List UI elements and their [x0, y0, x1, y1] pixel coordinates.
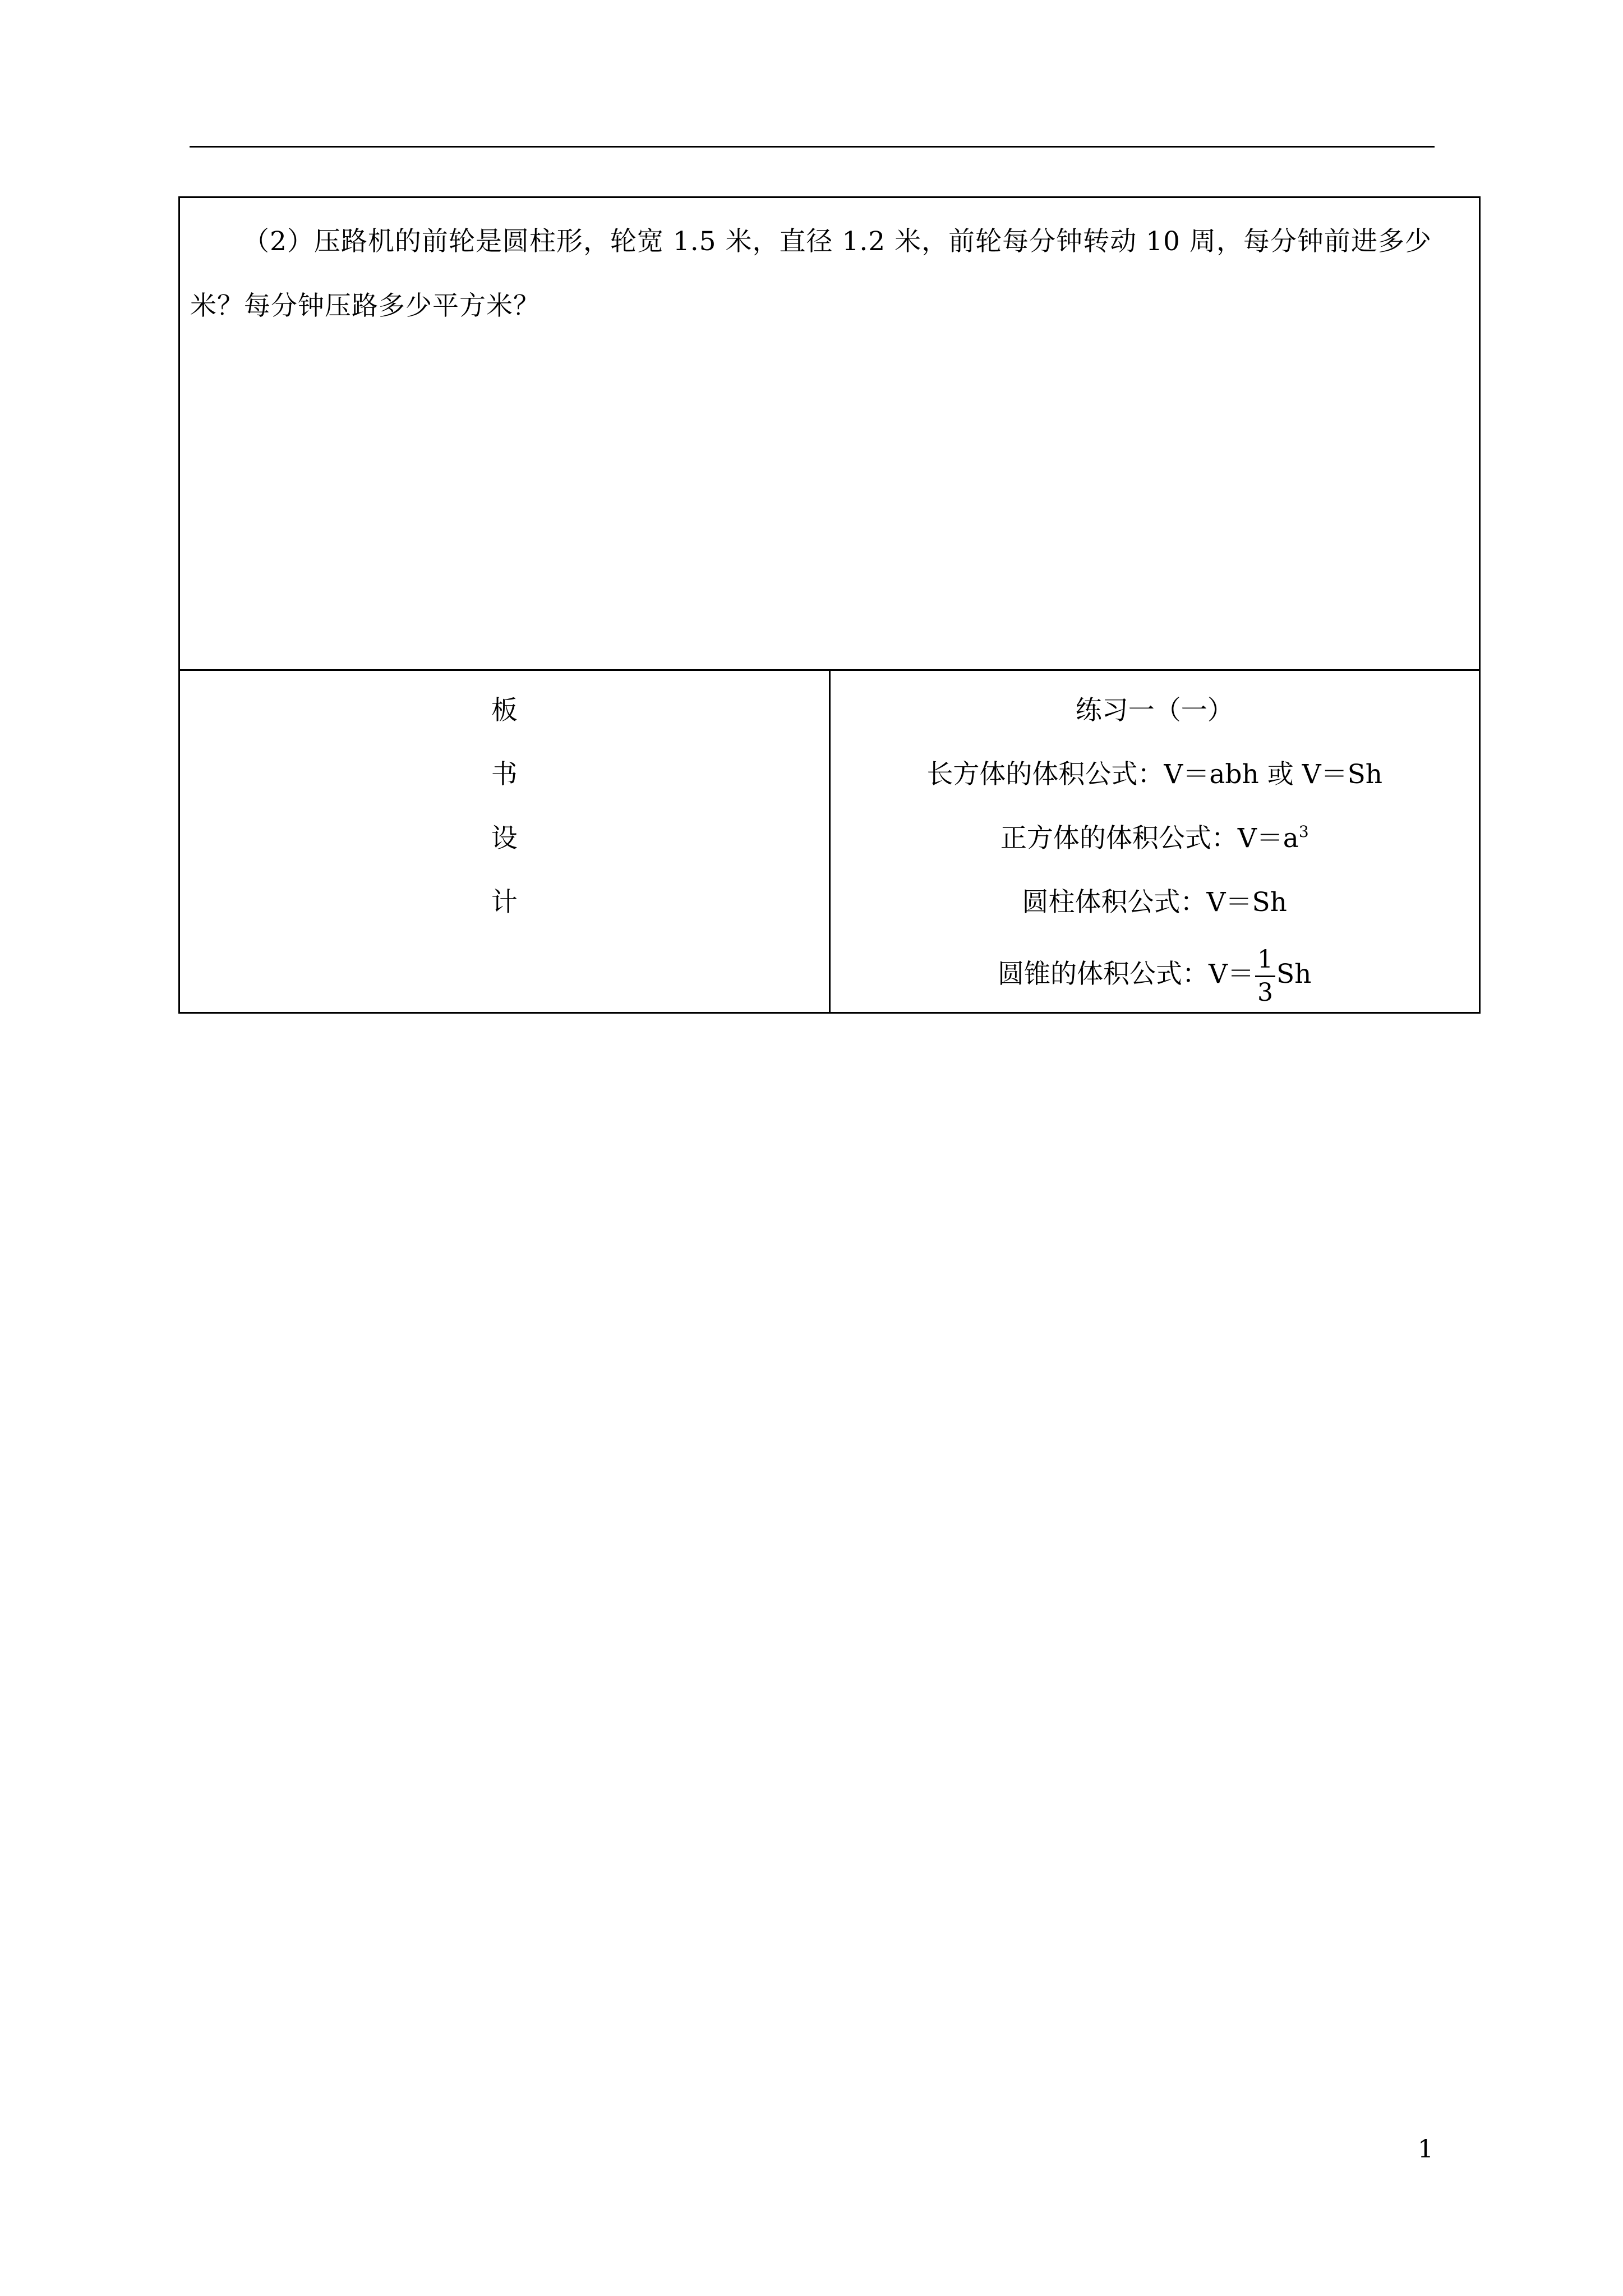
cone-formula-suffix: Sh — [1276, 959, 1312, 990]
fraction-numerator: 1 — [1255, 947, 1275, 977]
header-rule — [190, 146, 1435, 148]
cube-formula-text: 正方体的体积公式：V＝a — [1000, 823, 1299, 854]
cube-formula — [831, 807, 1479, 871]
label-char: 设 — [491, 823, 518, 854]
cube-exponent: 3 — [1298, 822, 1309, 841]
lesson-table — [178, 196, 1481, 1014]
fraction-denominator: 3 — [1257, 978, 1273, 1007]
one-third-fraction — [1255, 947, 1275, 1005]
cuboid-formula: 长方体的体积公式：V＝abh 或 V＝Sh — [926, 759, 1383, 790]
page-number: 1 — [1418, 2135, 1433, 2164]
problem-text: （2）压路机的前轮是圆柱形，轮宽 1.5 米，直径 1.2 米，前轮每分钟转动 10 周，每分钟前进多少米？每分钟压路多少平方米？ — [190, 226, 1432, 321]
label-char: 书 — [491, 759, 518, 790]
cylinder-formula: 圆柱体积公式：V＝Sh — [1022, 887, 1287, 918]
board-title: 练习一（一） — [1075, 695, 1234, 726]
label-char: 计 — [491, 887, 518, 918]
board-design-row — [179, 670, 1480, 1013]
board-design-content-cell — [829, 670, 1480, 1013]
cone-formula — [831, 935, 1479, 1011]
label-char: 板 — [491, 695, 518, 726]
board-design-label-cell — [179, 670, 830, 1013]
problem-row — [179, 197, 1480, 670]
cone-formula-text: 圆锥的体积公式：V＝ — [998, 959, 1254, 990]
problem-cell — [179, 197, 1480, 670]
